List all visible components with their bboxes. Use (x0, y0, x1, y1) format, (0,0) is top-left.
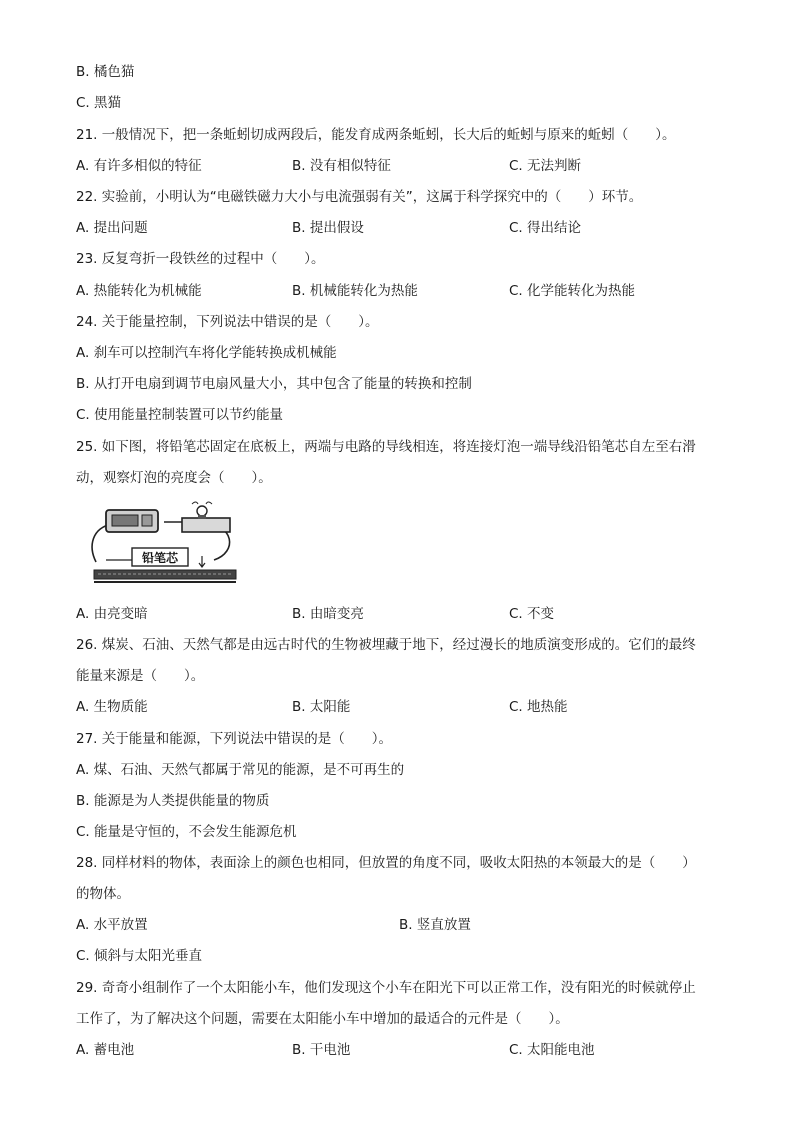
question-28-line-2: 的物体。 (76, 886, 130, 902)
option-a: A. 蓄电池 (76, 1042, 135, 1058)
pencil-lead-label: 铅笔芯 (141, 551, 179, 565)
option-a: A. 提出问题 (76, 220, 148, 236)
question-25-options (76, 605, 736, 623)
option-c-black-cat: C. 黑猫 (76, 95, 122, 111)
question-23-options (76, 282, 736, 300)
question-25-line-1: 25. 如下图，将铅笔芯固定在底板上，两端与电路的导线相连，将连接灯泡一端导线沿铅笔芯自左至右滑 (76, 439, 696, 455)
question-29-line-2: 工作了，为了解决这个问题，需要在太阳能小车中增加的最适合的元件是（ ）。 (76, 1011, 569, 1027)
question-22: 22. 实验前，小明认为“电磁铁磁力大小与电流强弱有关”，这属于科学探究中的（ ）环节。 (76, 189, 643, 205)
option-b: B. 干电池 (292, 1042, 351, 1058)
option-b: B. 竖直放置 (399, 917, 471, 933)
option-c: C. 不变 (509, 606, 555, 622)
option-a: A. 水平放置 (76, 917, 148, 933)
question-28-options (76, 916, 736, 934)
option-a: A. 有许多相似的特征 (76, 158, 202, 174)
option-b: B. 由暗变亮 (292, 606, 364, 622)
option-b: B. 没有相似特征 (292, 158, 391, 174)
question-24-option-c: C. 使用能量控制装置可以节约能量 (76, 407, 284, 423)
question-28-option-c: C. 倾斜与太阳光垂直 (76, 948, 203, 964)
question-29-line-1: 29. 奇奇小组制作了一个太阳能小车，他们发现这个小车在阳光下可以正常工作，没有阳光的时候就停止 (76, 980, 696, 996)
question-21-options (76, 157, 736, 175)
question-21: 21. 一般情况下，把一条蚯蚓切成两段后，能发育成两条蚯蚓，长大后的蚯蚓与原来的蚯蚓（ ）。 (76, 127, 676, 143)
option-a: A. 生物质能 (76, 699, 148, 715)
pencil-lead-circuit-figure (84, 500, 244, 592)
option-c: C. 太阳能电池 (509, 1042, 595, 1058)
option-a: A. 由亮变暗 (76, 606, 148, 622)
question-26-line-2: 能量来源是（ ）。 (76, 668, 205, 684)
question-24-option-b: B. 从打开电扇到调节电扇风量大小，其中包含了能量的转换和控制 (76, 376, 472, 392)
option-c: C. 得出结论 (509, 220, 582, 236)
option-b: B. 提出假设 (292, 220, 364, 236)
option-b: B. 太阳能 (292, 699, 351, 715)
option-c: C. 无法判断 (509, 158, 582, 174)
option-a: A. 热能转化为机械能 (76, 283, 202, 299)
option-c: C. 化学能转化为热能 (509, 283, 636, 299)
option-b: B. 机械能转化为热能 (292, 283, 418, 299)
question-28-line-1: 28. 同样材料的物体，表面涂上的颜色也相同，但放置的角度不同，吸收太阳热的本领最大的是（ ） (76, 855, 696, 871)
question-25-line-2: 动，观察灯泡的亮度会（ ）。 (76, 470, 272, 486)
question-27-option-c: C. 能量是守恒的，不会发生能源危机 (76, 824, 297, 840)
question-24-option-a: A. 刹车可以控制汽车将化学能转换成机械能 (76, 345, 337, 361)
question-22-options (76, 219, 736, 237)
question-27: 27. 关于能量和能源，下列说法中错误的是（ ）。 (76, 731, 393, 747)
question-26-options (76, 698, 736, 716)
question-27-option-b: B. 能源是为人类提供能量的物质 (76, 793, 270, 809)
question-26-line-1: 26. 煤炭、石油、天然气都是由远古时代的生物被埋藏于地下，经过漫长的地质演变形成的。它们的最终 (76, 637, 696, 653)
question-24: 24. 关于能量控制，下列说法中错误的是（ ）。 (76, 314, 379, 330)
option-c: C. 地热能 (509, 699, 568, 715)
bulb-icon (197, 506, 207, 516)
question-29-options (76, 1041, 736, 1059)
question-27-option-a: A. 煤、石油、天然气都属于常见的能源，是不可再生的 (76, 762, 405, 778)
option-b-orange-cat: B. 橘色猫 (76, 64, 135, 80)
question-23: 23. 反复弯折一段铁丝的过程中（ ）。 (76, 251, 325, 267)
